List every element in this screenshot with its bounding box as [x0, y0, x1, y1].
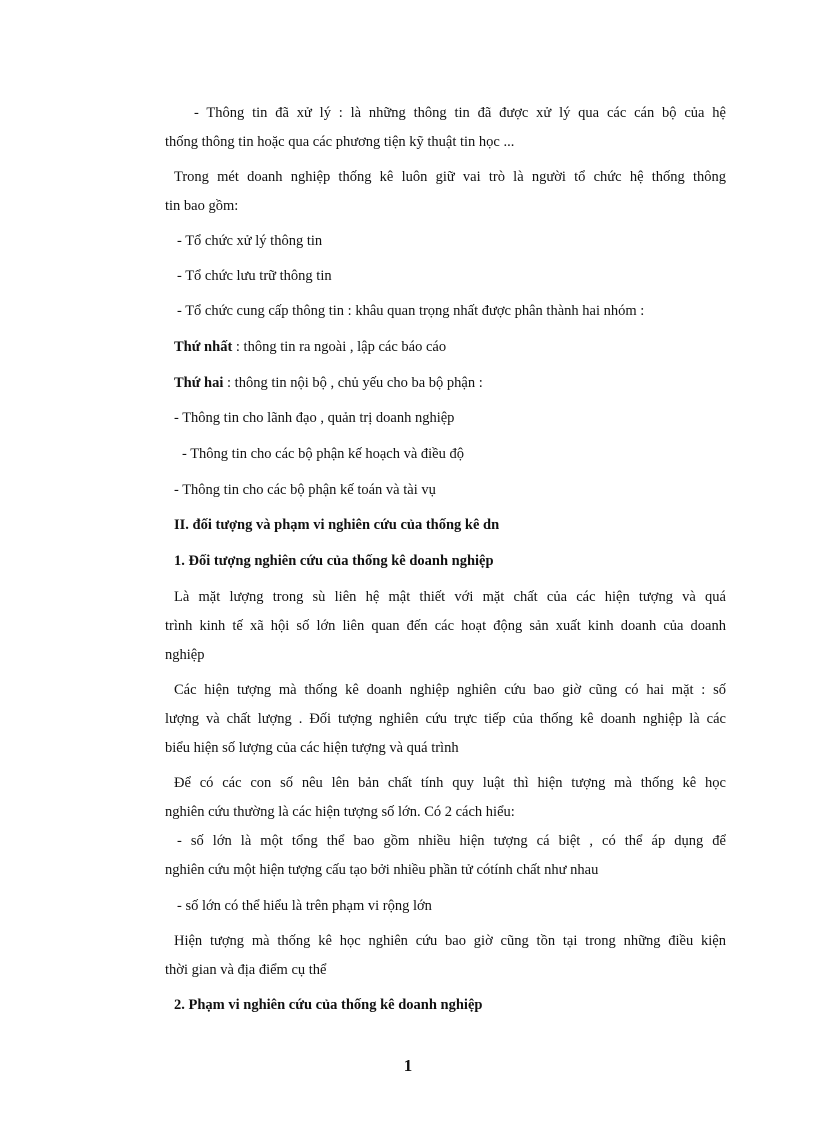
paragraph-line: nghiên cứu thường là các hiện tượng số lớn. Có 2 cách hiểu: — [165, 804, 515, 820]
group-label: Thứ nhất — [174, 339, 233, 355]
paragraph-line: Là mặt lượng trong sù liên hệ mật thiết với mặt chất của các hiện tượng và quá — [174, 589, 726, 605]
paragraph-line: biểu hiện số lượng của các hiện tượng và quá trình — [165, 740, 459, 756]
paragraph-line: Trong mét doanh nghiệp thống kê luôn giữ vai trò là người tổ chức hệ thống thông — [174, 169, 726, 185]
sub-item: - Thông tin cho lãnh đạo , quản trị doanh nghiệp — [174, 410, 455, 426]
paragraph-line: nghiệp — [165, 647, 205, 663]
group-text: : thông tin ra ngoài , lập các báo cáo — [232, 339, 447, 355]
paragraph-line: Hiện tượng mà thống kê học nghiên cứu bao giờ cũng tồn tại trong những điều kiện — [174, 933, 726, 949]
group-label: Thứ hai — [174, 375, 224, 391]
paragraph-line: - số lớn là một tổng thể bao gồm nhiều hiện tượng cá biệt , có thể áp dụng để — [177, 833, 726, 849]
paragraph-line: tin bao gồm: — [165, 198, 239, 214]
sub-item: - Thông tin cho các bộ phận kế hoạch và điều độ — [182, 446, 464, 462]
list-item: - Tổ chức cung cấp thông tin : khâu quan trọng nhất được phân thành hai nhóm : — [177, 303, 645, 319]
paragraph-line: lượng và chất lượng . Đối tượng nghiên cứu trực tiếp của thống kê doanh nghiệp là các — [165, 711, 726, 727]
subsection-heading: 1. Đối tượng nghiên cứu của thống kê doanh nghiệp — [174, 553, 494, 569]
sub-item: - Thông tin cho các bộ phận kế toán và tài vụ — [174, 482, 436, 498]
paragraph-line: Để có các con số nêu lên bản chất tính quy luật thì hiện tượng mà thống kê học — [174, 775, 726, 791]
paragraph-line: - số lớn có thể hiểu là trên phạm vi rộng lớn — [177, 898, 432, 914]
paragraph-line: nghiên cứu một hiện tượng cấu tạo bởi nhiều phần tử cótính chất như nhau — [165, 862, 599, 878]
list-item: - Tổ chức xử lý thông tin — [177, 233, 323, 249]
section-heading: II. đối tượng và phạm vi nghiên cứu của thống kê dn — [174, 517, 500, 533]
paragraph-line: - Thông tin đã xử lý : là những thông tin đã được xử lý qua các cán bộ của hệ — [194, 105, 726, 121]
page-number: 1 — [403, 1056, 413, 1075]
paragraph-line: thời gian và địa điểm cụ thể — [165, 962, 327, 978]
paragraph-line: trình kinh tế xã hội số lớn liên quan đến các hoạt động sản xuất kinh doanh của doanh — [165, 618, 726, 634]
group-text: : thông tin nội bộ , chủ yếu cho ba bộ phận : — [223, 375, 483, 391]
subsection-heading: 2. Phạm vi nghiên cứu của thống kê doanh nghiệp — [174, 997, 483, 1013]
paragraph-line: thống thông tin hoặc qua các phương tiện kỹ thuật tin học ... — [165, 134, 515, 150]
group-line-thu-nhat — [174, 338, 446, 356]
paragraph-line: Các hiện tượng mà thống kê doanh nghiệp nghiên cứu bao giờ cũng có hai mặt : số — [174, 682, 726, 698]
group-line-thu-hai — [174, 374, 483, 392]
list-item: - Tổ chức lưu trữ thông tin — [177, 268, 332, 284]
